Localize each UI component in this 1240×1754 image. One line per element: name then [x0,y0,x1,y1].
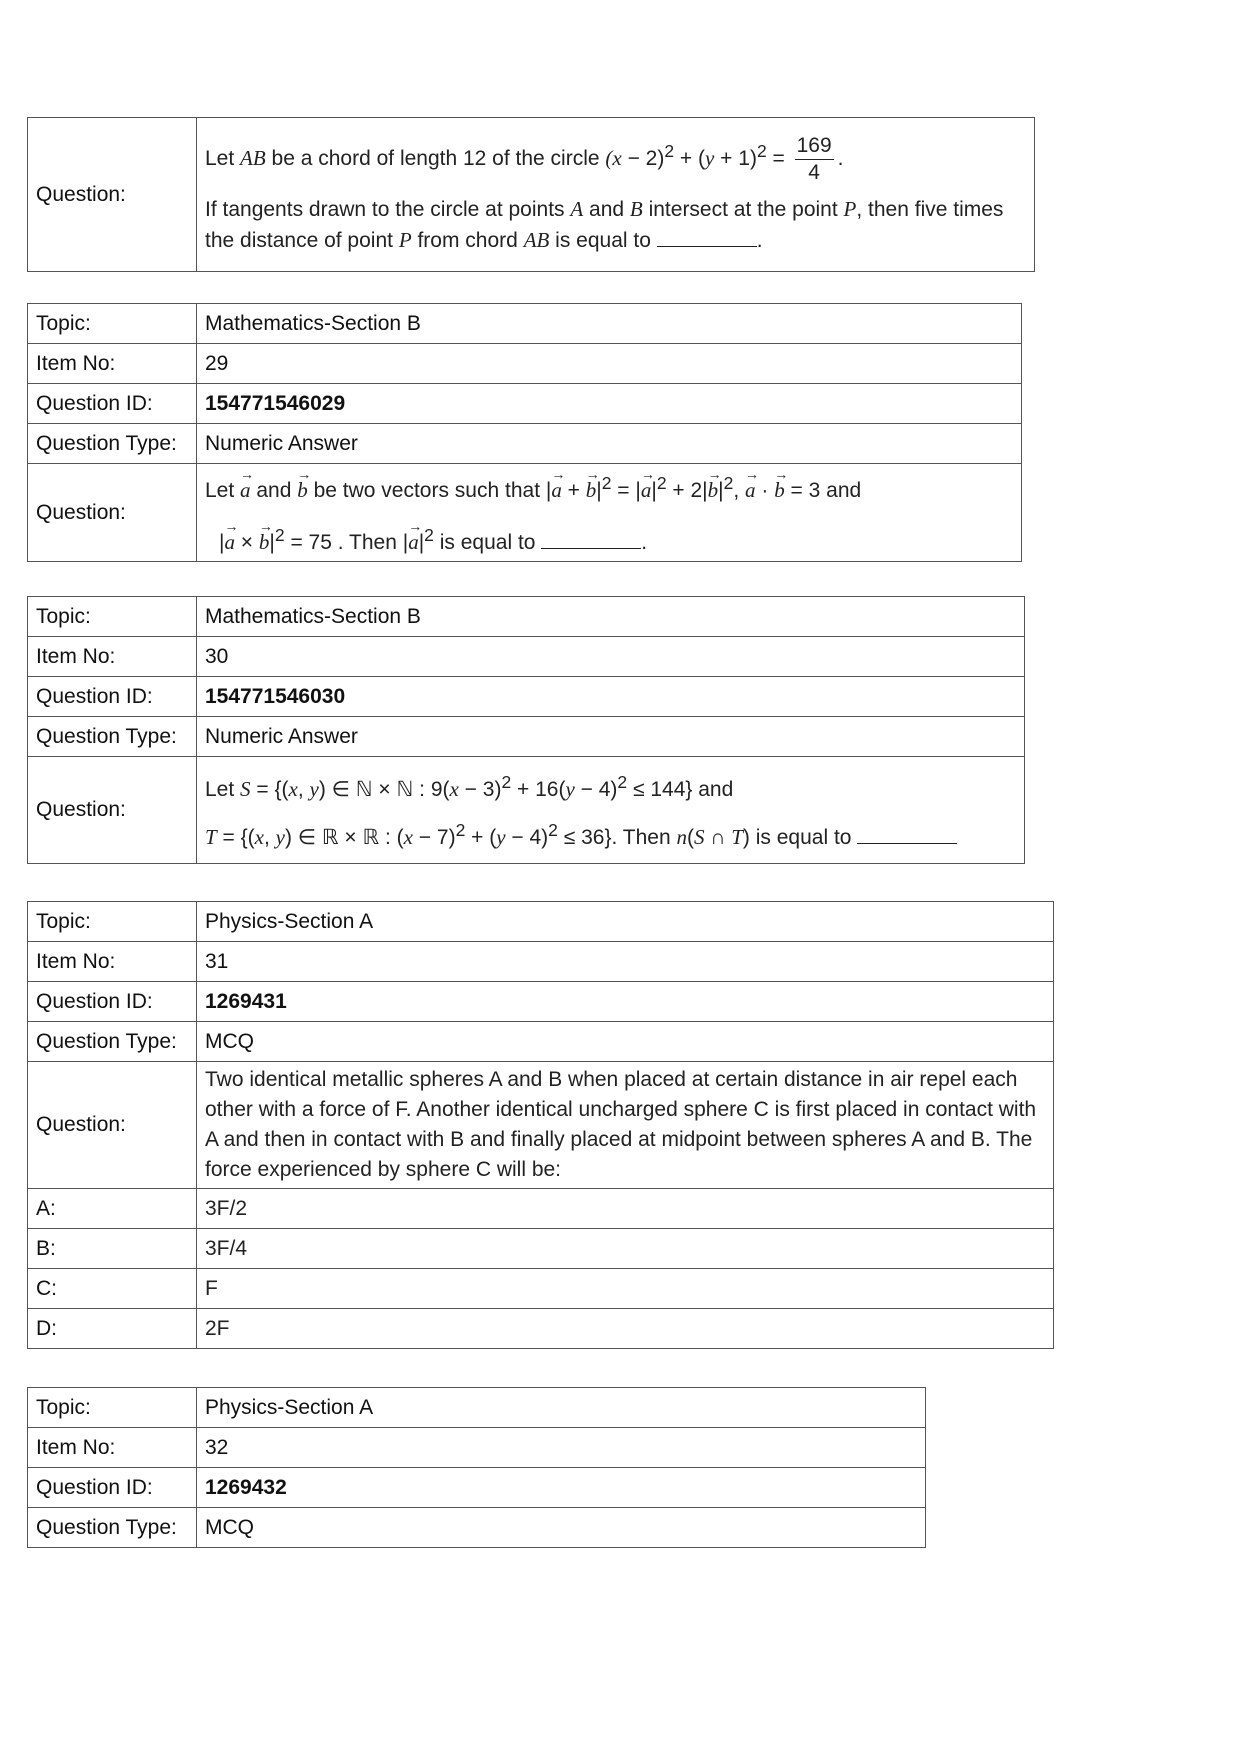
question-table-28 [27,117,1035,272]
question-line-2: If tangents drawn to the circle at points A and B intersect at the point P, then five times the distance of point P from chord AB is equal to . [205,197,1004,252]
option-c-text: F [197,1269,1054,1309]
question-id-label: Question ID: [28,982,197,1022]
question-type-value: MCQ [197,1508,926,1548]
question-line-1: Let → a and → b be two vectors such that |→ a + → $b|^2$ = |→ $a|^2 + 2|\to b|^2$, → a · → b = 3 and [205,468,1013,506]
question-line-2: T = {(x, y) ∈ ℝ × ℝ : $(x - 7)^2 + (y - 4)^2 \le 36$}. Then n(S ∩ T) is equal to [205,815,1016,853]
question-text [197,118,1035,272]
question-type-label: Question Type: [28,1022,197,1062]
item-no-label: Item No: [28,1428,197,1468]
question-id-label: Question ID: [28,677,197,717]
option-a-text: 3F/2 [197,1189,1054,1229]
question-label: Question: [28,757,197,864]
option-a-label: A: [28,1189,197,1229]
topic-value: Physics-Section A [197,902,1054,942]
question-text [197,757,1025,864]
question-type-label: Question Type: [28,424,197,464]
answer-blank [857,825,957,844]
topic-value: Mathematics-Section B [197,304,1022,344]
question-type-value: Numeric Answer [197,424,1022,464]
question-type-value: MCQ [197,1022,1054,1062]
question-label: Question: [28,1062,197,1189]
question-id-label: Question ID: [28,384,197,424]
item-no-value: 29 [197,344,1022,384]
topic-value: Physics-Section A [197,1388,926,1428]
answer-blank [541,530,641,549]
question-line-1: Let AB be a chord of length 12 of the circle $(x - 2)^2 + (y + 1)^2$ = $\frac{169}{4}$ . [205,134,844,184]
option-d-text: 2F [197,1309,1054,1349]
item-no-value: 30 [197,637,1025,677]
question-label: Question: [28,464,197,562]
item-no-value: 32 [197,1428,926,1468]
question-table-31 [27,901,1054,1349]
question-type-label: Question Type: [28,717,197,757]
question-label: Question: [28,118,197,272]
option-d-label: D: [28,1309,197,1349]
question-id-value: 1269432 [197,1468,926,1508]
question-type-label: Question Type: [28,1508,197,1548]
question-line-1: Let S = {(x, y) ∈ ℕ × ℕ : $9(x - 3)^2 + 16(y - 4)^2 \le 144$} and [205,772,734,801]
topic-value: Mathematics-Section B [197,597,1025,637]
question-id-value: 1269431 [197,982,1054,1022]
question-table-32 [27,1387,926,1548]
option-b-text: 3F/4 [197,1229,1054,1269]
option-c-label: C: [28,1269,197,1309]
answer-blank [657,228,757,247]
question-text [197,464,1022,562]
item-no-value: 31 [197,942,1054,982]
item-no-label: Item No: [28,637,197,677]
question-type-value: Numeric Answer [197,717,1025,757]
question-line-2: |→ a × → $b|^2 = 75$ . Then |→ $a|^2$ is equal to . [205,520,1013,558]
option-b-label: B: [28,1229,197,1269]
question-table-29 [27,303,1022,562]
question-id-value: 154771546029 [197,384,1022,424]
topic-label: Topic: [28,597,197,637]
fraction: $\frac{169}{4}$ [796,134,832,184]
topic-label: Topic: [28,902,197,942]
question-table-30 [27,596,1025,864]
topic-label: Topic: [28,1388,197,1428]
question-id-value: 154771546030 [197,677,1025,717]
item-no-label: Item No: [28,344,197,384]
item-no-label: Item No: [28,942,197,982]
question-id-label: Question ID: [28,1468,197,1508]
topic-label: Topic: [28,304,197,344]
question-text: Two identical metallic spheres A and B when placed at certain distance in air repel each other with a force of F. Another identical uncharged sphere C is first placed in contact with A and then in contact with B and finally placed at midpoint between spheres A and B. The force experienced by sphere C will be: [197,1062,1054,1189]
